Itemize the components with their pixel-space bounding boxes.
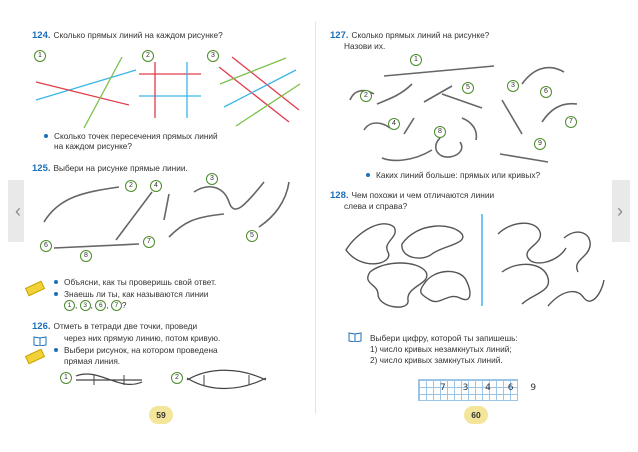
figure-label: 1 <box>60 372 72 384</box>
figure-label: 2 <box>125 180 137 192</box>
figure-label: 3 <box>507 80 519 92</box>
page-gutter <box>315 22 316 414</box>
open-curve <box>548 280 604 306</box>
left-page <box>24 22 306 420</box>
task-128-choose-3: 2) число кривых замкнутых линий. <box>370 355 503 365</box>
task-126-bullet: Выбери рисунок, на котором проведена <box>64 345 218 355</box>
task-124-follow-up: Сколько точек пересечения прямых линий <box>54 131 218 141</box>
figure-label: 5 <box>246 230 258 242</box>
book-icon <box>348 332 362 342</box>
figure-label: 3 <box>207 50 219 62</box>
open-curve <box>502 264 549 304</box>
figure-label: 1 <box>410 54 422 66</box>
task-124-heading: 124. Сколько прямых линий на каждом рисунке? <box>32 30 223 41</box>
figure-label: 2 <box>142 50 154 62</box>
task-124-follow-up-2: на каждом рисунке? <box>54 141 133 151</box>
task-125-bullet-1: Объясни, как ты проверишь свой ответ. <box>64 277 217 287</box>
figure-label: 9 <box>534 138 546 150</box>
task-128-choose-2: 1) число кривых незамкнутых линий; <box>370 344 512 354</box>
task-127-heading-2: Назови их. <box>344 41 386 51</box>
figure-label: 8 <box>80 250 92 262</box>
figure-label: 4 <box>388 118 400 130</box>
figure-label: 7 <box>565 116 577 128</box>
figure-label: 6 <box>540 86 552 98</box>
closed-curve <box>368 263 427 307</box>
closed-curve <box>421 271 470 301</box>
figure-label: 2 <box>171 372 183 384</box>
task-126-line-2: через них прямую линию, потом кривую. <box>64 333 221 343</box>
task-128-heading: 128. Чем похожи и чем отличаются линии <box>330 190 495 201</box>
task-126-figures <box>24 22 306 414</box>
task-126-heading: 126. Отметь в тетради две точки, проведи <box>32 321 198 332</box>
task-128-heading-2: слева и справа? <box>344 201 408 211</box>
task-127-heading: 127. Сколько прямых линий на рисунке? <box>330 30 490 41</box>
next-page-button[interactable] <box>610 180 630 242</box>
task-127-bullet: Каких линий больше: прямых или кривых? <box>376 170 541 180</box>
closed-curve <box>346 224 395 264</box>
curve <box>187 370 266 380</box>
figure-label: 1 <box>34 50 46 62</box>
figure-label: 5 <box>462 82 474 94</box>
task-125-bullet-2-refs: 1 , 3 , 6 , 7 ? <box>64 300 127 311</box>
task-126-bullet-2: прямая линия. <box>64 356 121 366</box>
curve <box>187 378 266 389</box>
figure-label: 7 <box>143 236 155 248</box>
figure-label: 2 <box>360 90 372 102</box>
figure-label: 8 <box>434 126 446 138</box>
figure-label: 6 <box>40 240 52 252</box>
task-125-bullet-2: Знаешь ли ты, как называются линии <box>64 289 209 299</box>
open-curve <box>564 232 590 272</box>
task-125-heading: 125. Выбери на рисунке прямые линии. <box>32 163 188 174</box>
figure-label: 4 <box>150 180 162 192</box>
chevron-right-icon: › <box>617 201 623 221</box>
right-page <box>322 22 612 420</box>
page-number: 60 <box>464 406 488 424</box>
task-128-choose-1: Выбери цифру, которой ты запишешь: <box>370 333 518 343</box>
answer-digits: 7 3 4 6 9 <box>440 383 544 393</box>
open-curve <box>498 223 566 263</box>
curve <box>76 374 142 384</box>
closed-curve <box>402 226 463 258</box>
page-number: 59 <box>149 406 173 424</box>
chevron-left-icon: ‹ <box>15 201 21 221</box>
figure-label: 3 <box>206 173 218 185</box>
